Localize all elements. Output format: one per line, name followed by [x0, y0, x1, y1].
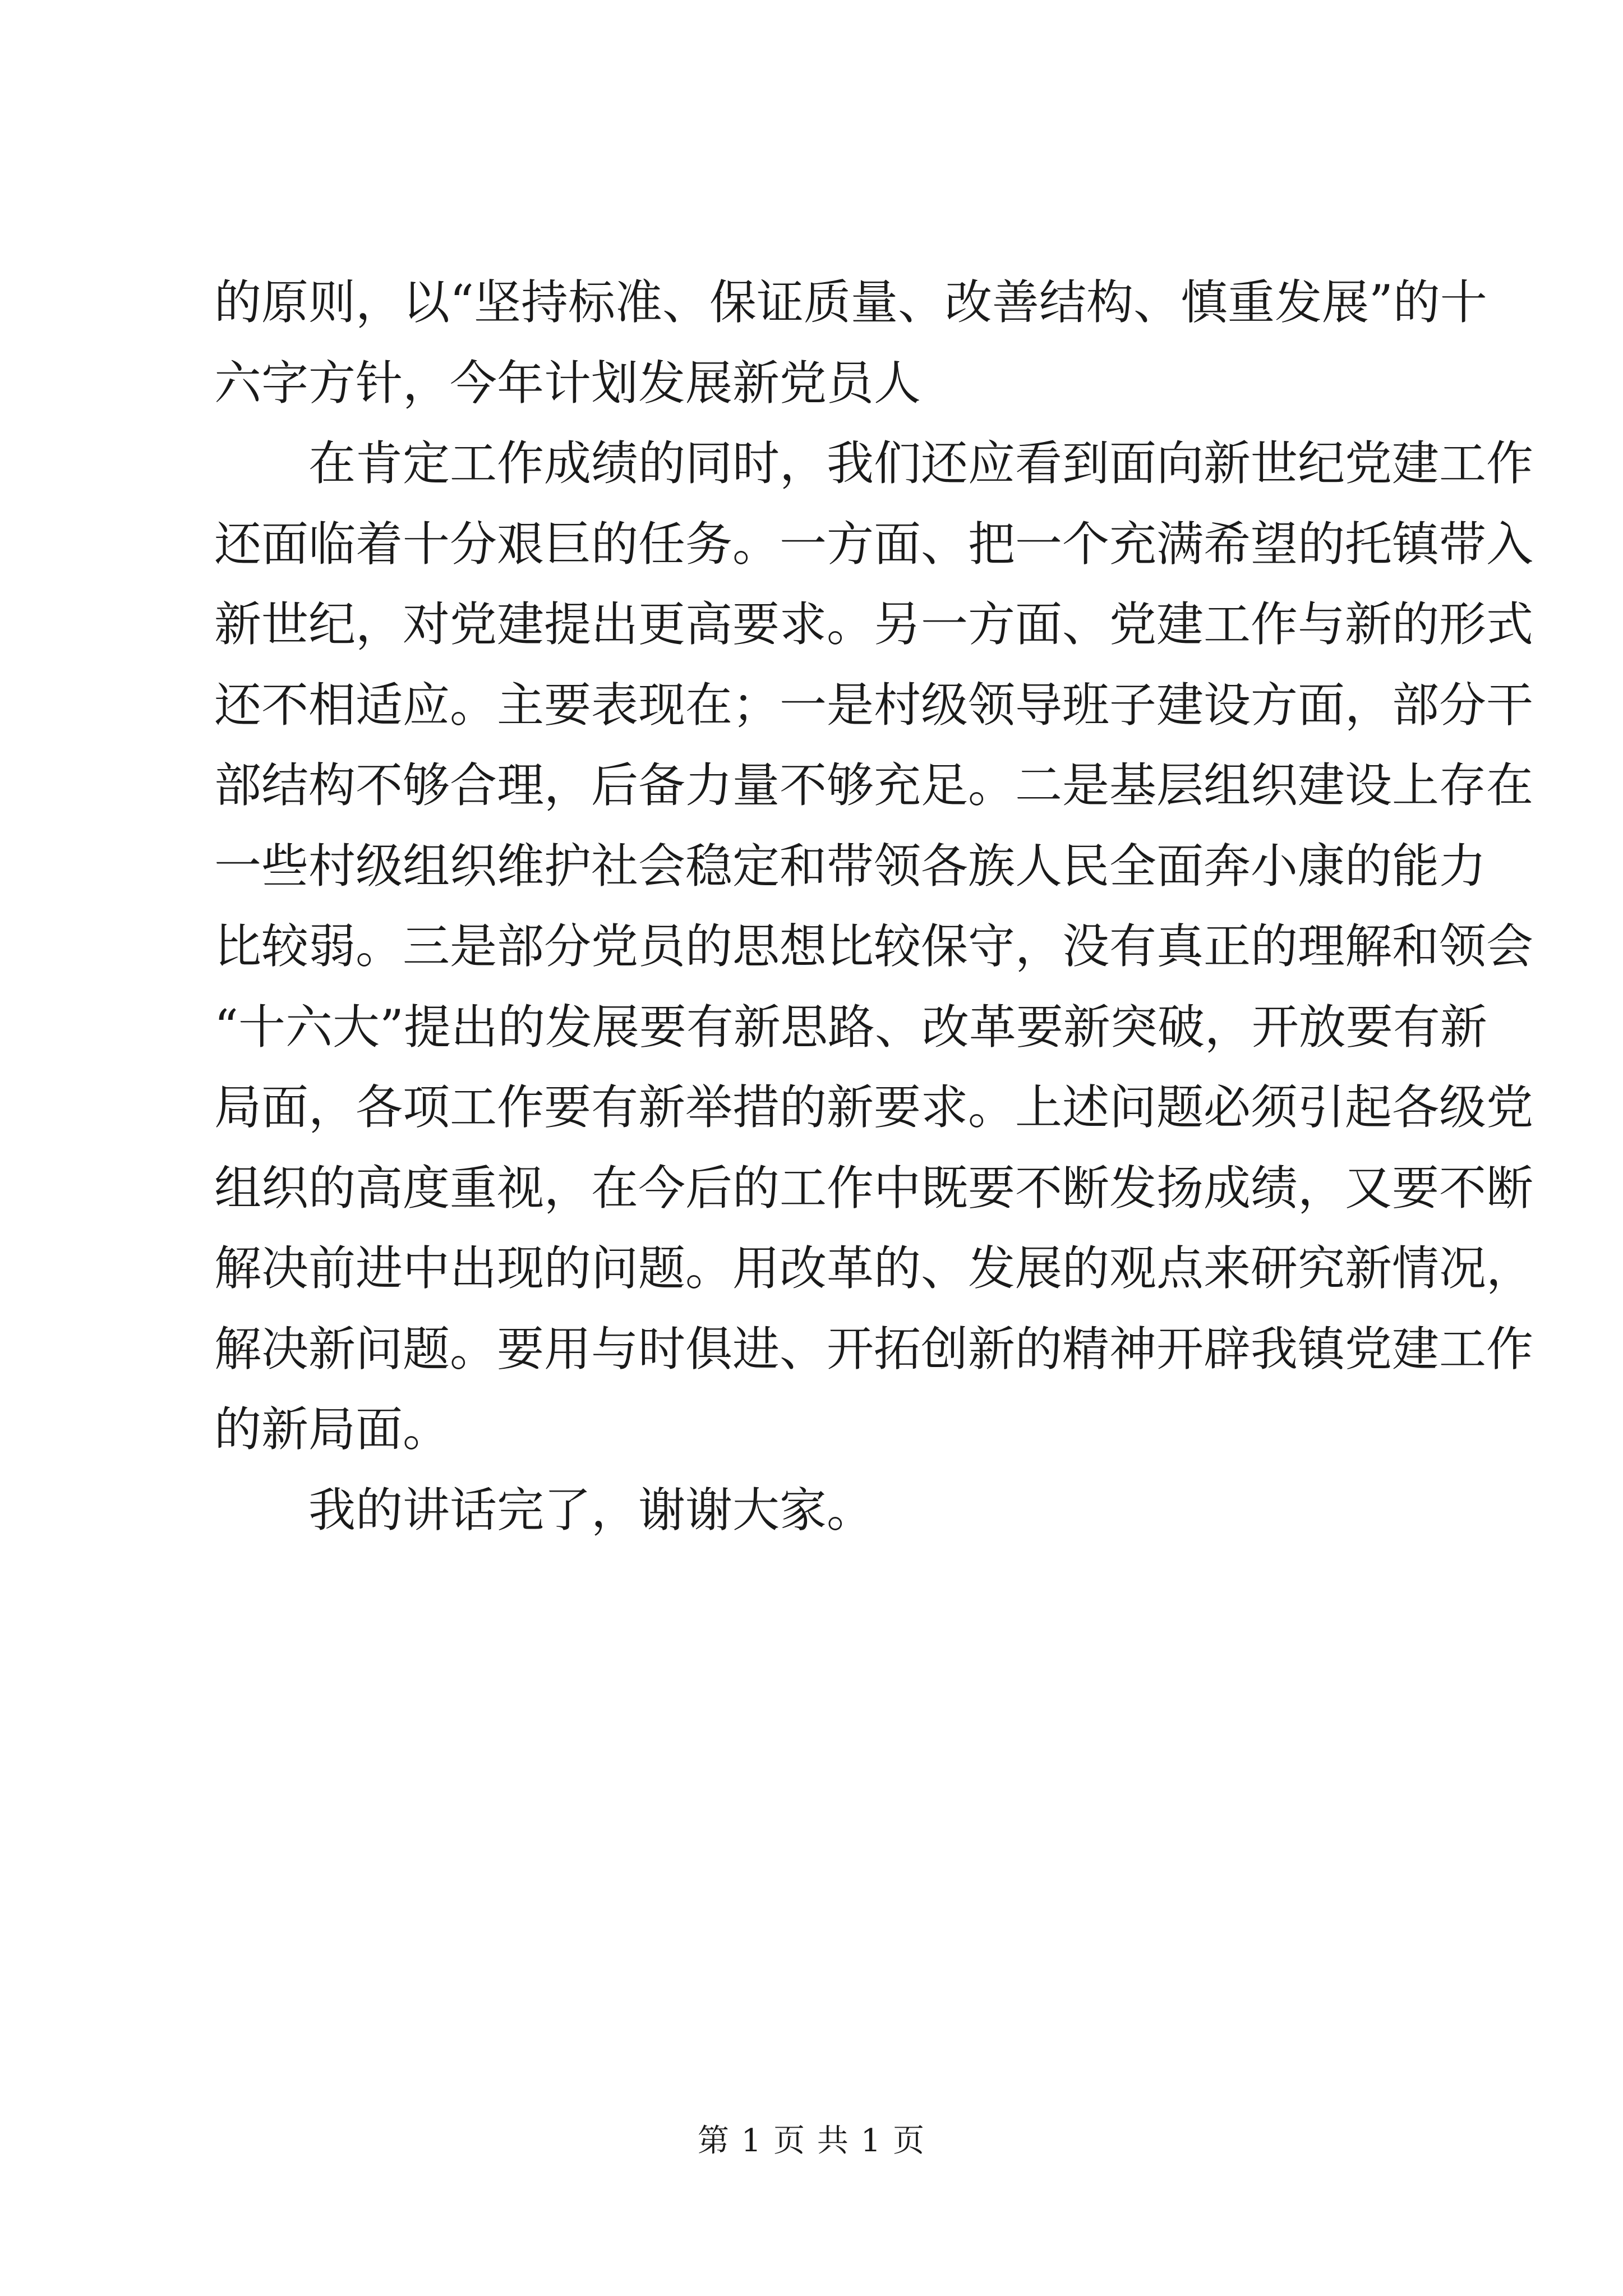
- paragraph-2: [214, 424, 1534, 1470]
- text-line: 的新局面。: [214, 1402, 450, 1457]
- text-line: 的原则，以“坚持标准、保证质量、改善结构、慎重发展”的十: [214, 275, 1487, 330]
- text-line: 六字方针，今年计划发展新党员人: [214, 355, 921, 411]
- text-line: 解决新问题。要用与时俱进、开拓创新的精神开辟我镇党建工作: [214, 1321, 1534, 1377]
- text-line: 我的讲话完了，谢谢大家。: [308, 1482, 874, 1538]
- text-line: 局面，各项工作要有新举措的新要求。上述问题必须引起各级党: [214, 1080, 1534, 1135]
- text-line: 解决前进中出现的问题。用改革的、发展的观点来研究新情况，: [214, 1241, 1534, 1296]
- text-line: 比较弱。三是部分党员的思想比较保守，没有真正的理解和领会: [214, 919, 1534, 974]
- text-line: 在肯定工作成绩的同时，我们还应看到面向新世纪党建工作: [308, 436, 1534, 491]
- text-line: 新世纪，对党建提出更高要求。另一方面、党建工作与新的形式: [214, 597, 1534, 652]
- page-number-footer: 第 1 页 共 1 页: [697, 2123, 926, 2159]
- document-body: [214, 263, 1534, 1550]
- paragraph-3: [214, 1470, 1437, 1551]
- text-line: 还不相适应。主要表现在；一是村级领导班子建设方面，部分干: [214, 677, 1534, 733]
- text-line: 组织的高度重视，在今后的工作中既要不断发扬成绩，又要不断: [214, 1160, 1534, 1216]
- text-line: 还面临着十分艰巨的任务。一方面、把一个充满希望的托镇带入: [214, 516, 1534, 572]
- text-line: “十六大”提出的发展要有新思路、改革要新突破，开放要有新: [214, 999, 1487, 1055]
- paragraph-1: [214, 263, 1487, 424]
- text-line: 一些村级组织维护社会稳定和带领各族人民全面奔小康的能力: [214, 838, 1487, 894]
- text-line: 部结构不够合理，后备力量不够充足。二是基层组织建设上存在: [214, 758, 1534, 813]
